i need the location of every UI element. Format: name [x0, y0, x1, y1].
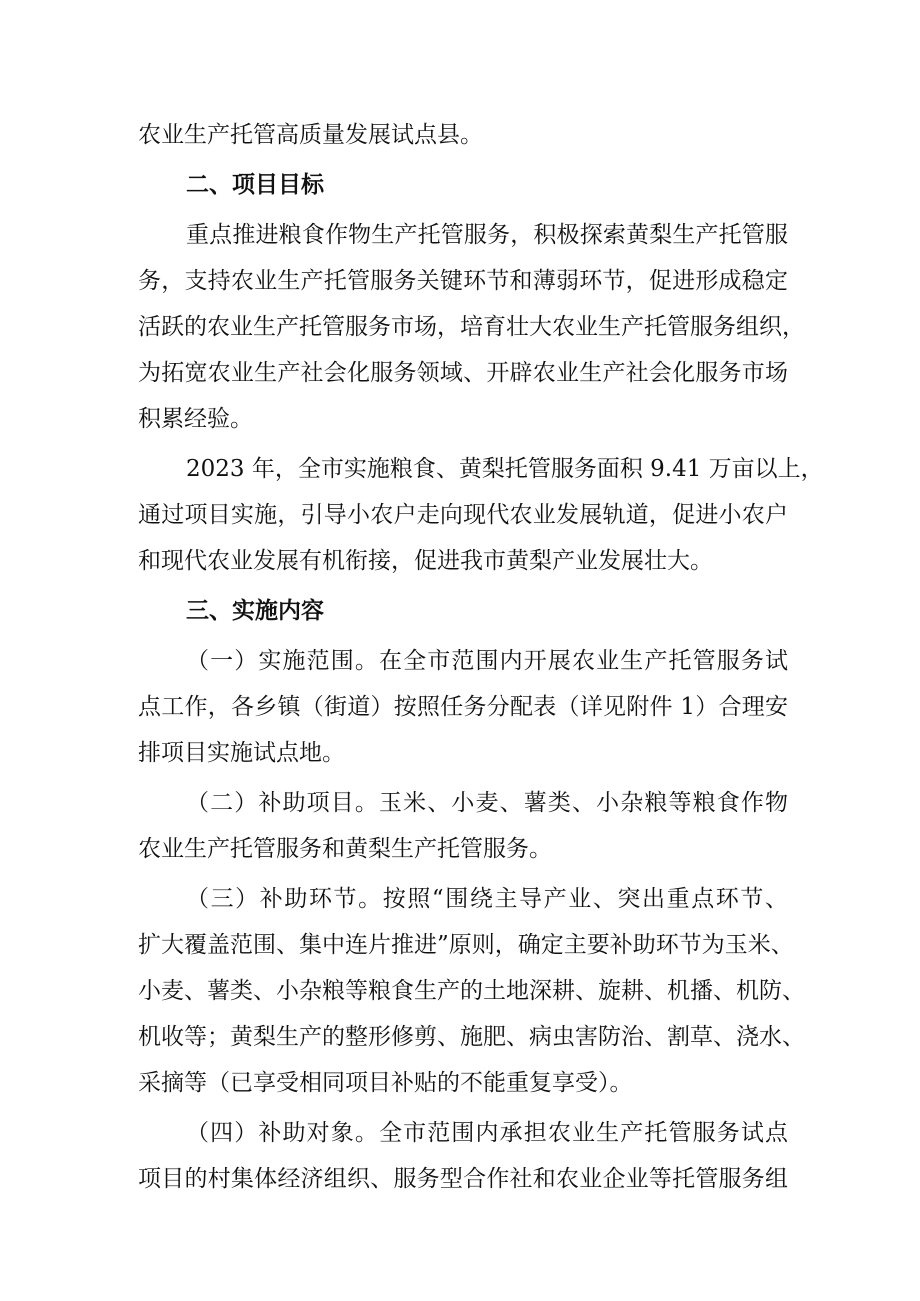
text-line: 扩大覆盖范围、集中连片推进”原则，确定主要补助环节为玉米、	[138, 932, 794, 958]
paragraph-scope	[138, 638, 788, 776]
text-line: 小麦、薯类、小杂粮等粮食生产的土地深耕、旋耕、机播、机防、	[138, 978, 805, 1004]
text-line: 2023 年，全市实施粮食、黄梨托管服务面积 9.41 万亩以上，	[186, 456, 824, 482]
text-line: （四）补助对象。全市范围内承担农业生产托管服务试点	[186, 1120, 788, 1146]
paragraph-2023-target	[138, 446, 824, 584]
text-line: 农业生产托管服务和黄梨生产托管服务。	[138, 836, 552, 862]
text-line: 活跃的农业生产托管服务市场，培育壮大农业生产托管服务组织，	[138, 314, 805, 340]
text-line: 排项目实施试点地。	[138, 740, 345, 766]
text-line: 点工作，各乡镇（街道）按照任务分配表（详见附件 1）合理安	[138, 694, 788, 720]
paragraph-continuation	[138, 112, 788, 158]
text-line: （三）补助环节。按照“围绕主导产业、突出重点环节、	[186, 886, 788, 912]
text-line: 积累经验。	[138, 406, 253, 432]
text-line: 和现代农业发展有机衔接，促进我市黄梨产业发展壮大。	[138, 548, 713, 574]
paragraph-subsidy-items	[138, 780, 788, 872]
paragraph-goals	[138, 212, 805, 442]
document-body	[138, 112, 824, 1202]
paragraph-subsidy-targets	[138, 1110, 788, 1202]
section-heading-project-goals: 二、项目目标	[186, 172, 324, 198]
paragraph-subsidy-stages	[138, 876, 805, 1106]
text-line: 为拓宽农业生产社会化服务领域、开辟农业生产社会化服务市场	[138, 360, 788, 386]
text-line: 通过项目实施，引导小农户走向现代农业发展轨道，促进小农户	[138, 502, 788, 528]
text-line: （一）实施范围。在全市范围内开展农业生产托管服务试	[186, 648, 788, 674]
text-line: 农业生产托管高质量发展试点县。	[138, 122, 483, 148]
text-line: （二）补助项目。玉米、小麦、薯类、小杂粮等粮食作物	[186, 790, 788, 816]
section-heading-implementation: 三、实施内容	[186, 598, 324, 624]
text-line: 采摘等（已享受相同项目补贴的不能重复享受）。	[138, 1070, 633, 1096]
text-line: 机收等；黄梨生产的整形修剪、施肥、病虫害防治、割草、浇水、	[138, 1024, 805, 1050]
text-line: 重点推进粮食作物生产托管服务，积极探索黄梨生产托管服	[186, 222, 788, 248]
text-line: 项目的村集体经济组织、服务型合作社和农业企业等托管服务组	[138, 1166, 788, 1192]
text-line: 务，支持农业生产托管服务关键环节和薄弱环节，促进形成稳定	[138, 268, 788, 294]
